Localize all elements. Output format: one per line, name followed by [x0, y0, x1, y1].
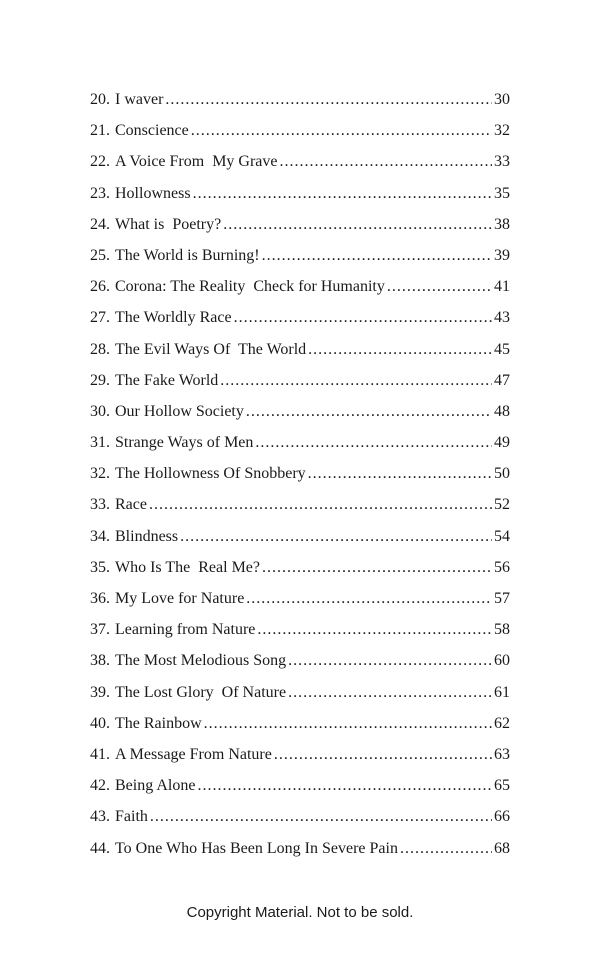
- toc-entry-page-number: 38: [494, 215, 510, 233]
- toc-entry-title: Hollowness: [115, 184, 191, 202]
- toc-entry: [90, 244, 510, 275]
- toc-entry-title: To One Who Has Been Long In Severe Pain: [115, 839, 398, 857]
- toc-entry-page-number: 60: [494, 652, 510, 670]
- toc-dot-leader: [274, 743, 492, 767]
- toc-entry-title: Being Alone: [115, 777, 196, 795]
- toc-entry-number: 28.: [90, 340, 110, 358]
- toc-entry-page-number: 49: [494, 434, 510, 452]
- toc-dot-leader: [223, 213, 492, 237]
- toc-entry-number: 41.: [90, 745, 110, 763]
- toc-entry: [90, 805, 510, 836]
- toc-entry-title: The Lost Glory Of Nature: [115, 683, 287, 701]
- toc-entry-number: 38.: [90, 652, 110, 670]
- toc-entry: [90, 306, 510, 337]
- toc-entry: [90, 462, 510, 493]
- toc-entry-number: 20.: [90, 91, 110, 108]
- toc-entry-title: Learning from Nature: [115, 621, 256, 639]
- toc-entry-number: 36.: [90, 590, 110, 607]
- toc-entry-number: 35.: [90, 558, 110, 576]
- toc-entry-number: 43.: [90, 808, 110, 826]
- toc-entry-title: Who Is The Real Me?: [115, 558, 260, 576]
- toc-entry: [90, 743, 510, 774]
- toc-dot-leader: [193, 182, 492, 206]
- toc-entry: [90, 275, 510, 306]
- toc-entry: [90, 182, 510, 213]
- toc-entry-number: 39.: [90, 683, 110, 701]
- toc-dot-leader: [262, 244, 492, 268]
- toc-dot-leader: [246, 400, 492, 424]
- toc-entry-page-number: 39: [494, 246, 510, 264]
- toc-entry: [90, 150, 510, 181]
- toc-entry-number: 23.: [90, 184, 110, 202]
- toc-entry-number: 26.: [90, 278, 110, 296]
- toc-entry-page-number: 50: [494, 465, 510, 483]
- toc-entry-number: 27.: [90, 309, 110, 327]
- toc-dot-leader: [149, 493, 492, 517]
- toc-entry-page-number: 45: [494, 340, 510, 358]
- toc-dot-leader: [257, 618, 492, 642]
- toc-dot-leader: [262, 556, 492, 580]
- toc-entry-title: I waver: [115, 91, 164, 108]
- toc-entry-page-number: 35: [494, 184, 510, 202]
- toc-entry-title: The Rainbow: [115, 714, 202, 732]
- toc-entry-page-number: 66: [494, 808, 510, 826]
- toc-entry: [90, 681, 510, 712]
- toc-entry-number: 33.: [90, 496, 110, 514]
- toc-entry-number: 30.: [90, 402, 110, 420]
- toc-entry-page-number: 54: [494, 527, 510, 545]
- toc-entry-page-number: 52: [494, 496, 510, 514]
- toc-entry: [90, 618, 510, 649]
- toc-entry-page-number: 30: [494, 91, 510, 108]
- toc-dot-leader: [180, 525, 492, 549]
- toc-dot-leader: [288, 649, 492, 673]
- toc-entry-number: 25.: [90, 246, 110, 264]
- toc-dot-leader: [246, 587, 492, 611]
- toc-entry-title: The Hollowness Of Snobbery: [115, 465, 306, 483]
- toc-entry: [90, 712, 510, 743]
- toc-entry-title: Race: [115, 496, 147, 514]
- toc-entry: [90, 493, 510, 524]
- toc-entry-title: The Most Melodious Song: [115, 652, 287, 670]
- toc-entry-title: What is Poetry?: [115, 215, 222, 233]
- toc-entry-title: Blindness: [115, 527, 179, 545]
- toc-dot-leader: [280, 150, 492, 174]
- toc-entry-page-number: 48: [494, 402, 510, 420]
- toc-dot-leader: [255, 431, 492, 455]
- copyright-footer: Copyright Material. Not to be sold.: [186, 904, 414, 921]
- toc-entry-title: The Fake World: [115, 371, 219, 389]
- toc-entry: [90, 649, 510, 680]
- toc-entry: [90, 213, 510, 244]
- toc-entry: [90, 338, 510, 369]
- toc-entry-page-number: 47: [494, 371, 510, 389]
- toc-entry: [90, 119, 510, 150]
- toc-dot-leader: [165, 88, 492, 112]
- toc-entry-page-number: 62: [494, 714, 510, 732]
- toc-dot-leader: [308, 462, 492, 486]
- toc-dot-leader: [400, 837, 492, 861]
- toc-entry-number: 31.: [90, 434, 110, 452]
- toc-dot-leader: [204, 712, 492, 736]
- toc-entry-title: The World is Burning!: [115, 246, 260, 264]
- toc-dot-leader: [197, 774, 492, 798]
- toc-entry-page-number: 32: [494, 122, 510, 140]
- toc-entry-title: A Voice From My Grave: [115, 153, 278, 171]
- toc-entry-title: Corona: The Reality Check for Humanity: [115, 278, 385, 296]
- toc-entry-title: The Worldly Race: [115, 309, 232, 327]
- toc-entry-title: Conscience: [115, 122, 189, 140]
- toc-entry-title: A Message From Nature: [115, 745, 272, 763]
- toc-entry: [90, 88, 510, 119]
- toc-entry-number: 24.: [90, 215, 110, 233]
- table-of-contents: [90, 88, 510, 868]
- toc-entry-number: 32.: [90, 465, 110, 483]
- toc-entry: [90, 525, 510, 556]
- toc-entry-page-number: 41: [494, 278, 510, 296]
- toc-entry-number: 22.: [90, 153, 110, 171]
- toc-entry-page-number: 58: [494, 621, 510, 639]
- toc-entry-title: Faith: [115, 808, 148, 826]
- toc-entry: [90, 587, 510, 618]
- toc-entry-page-number: 63: [494, 745, 510, 763]
- toc-entry-number: 40.: [90, 714, 110, 732]
- toc-entry-number: 44.: [90, 839, 110, 857]
- toc-entry-page-number: 33: [494, 153, 510, 171]
- toc-entry-number: 42.: [90, 777, 110, 795]
- toc-entry: [90, 369, 510, 400]
- toc-entry-number: 37.: [90, 621, 110, 639]
- toc-dot-leader: [191, 119, 492, 143]
- toc-entry-page-number: 43: [494, 309, 510, 327]
- toc-entry: [90, 400, 510, 431]
- toc-dot-leader: [387, 275, 492, 299]
- toc-entry-number: 29.: [90, 371, 110, 389]
- toc-entry-page-number: 61: [494, 683, 510, 701]
- toc-entry-page-number: 68: [494, 839, 510, 857]
- toc-entry-number: 21.: [90, 122, 110, 140]
- toc-dot-leader: [150, 805, 492, 829]
- toc-entry: [90, 837, 510, 868]
- toc-entry-number: 34.: [90, 527, 110, 545]
- toc-entry-title: My Love for Nature: [115, 590, 245, 607]
- toc-dot-leader: [308, 338, 492, 362]
- toc-dot-leader: [234, 306, 492, 330]
- toc-entry: [90, 556, 510, 587]
- toc-entry-page-number: 57: [494, 590, 510, 607]
- toc-entry-title: The Evil Ways Of The World: [115, 340, 307, 358]
- toc-entry-page-number: 65: [494, 777, 510, 795]
- toc-dot-leader: [220, 369, 492, 393]
- toc-entry: [90, 774, 510, 805]
- toc-entry: [90, 431, 510, 462]
- toc-entry-page-number: 56: [494, 558, 510, 576]
- toc-entry-title: Strange Ways of Men: [115, 434, 254, 452]
- toc-entry-title: Our Hollow Society: [115, 402, 244, 420]
- toc-dot-leader: [288, 681, 492, 705]
